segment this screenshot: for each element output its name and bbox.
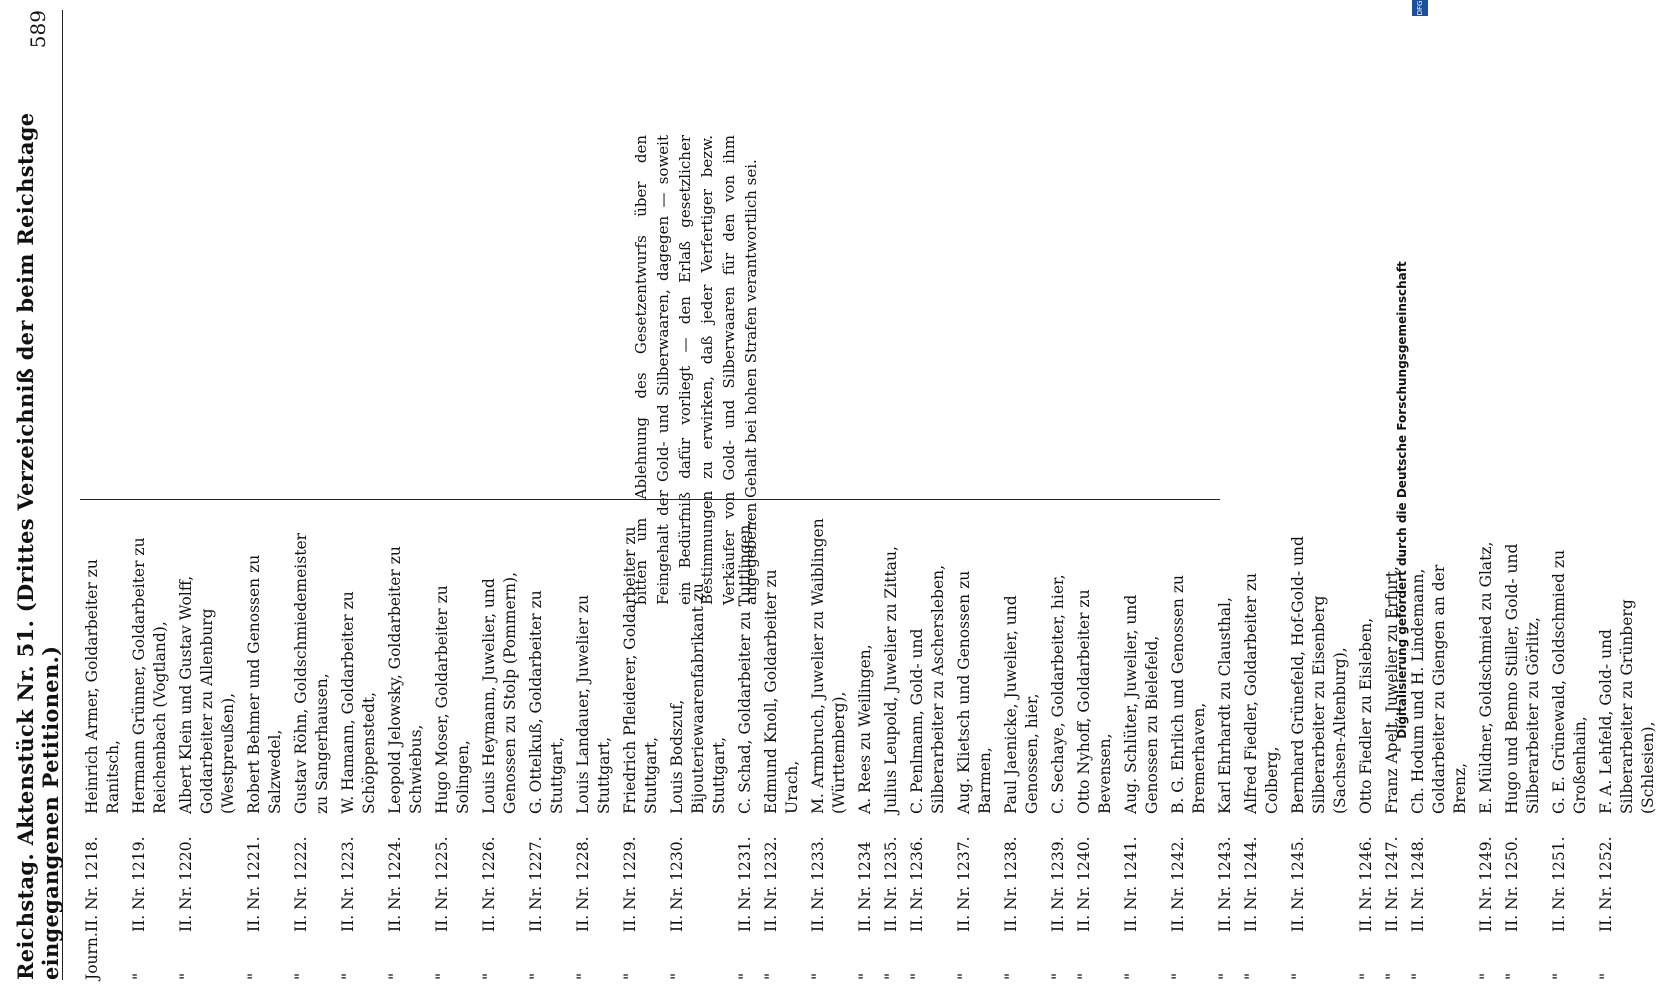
petition-number: Nr. 1222. bbox=[292, 836, 310, 910]
section-number: II. bbox=[736, 914, 754, 932]
list-item bbox=[1288, 420, 1351, 980]
journal-mark: " bbox=[621, 972, 639, 980]
petitioner-text: Louis Heymann, Juwelier, und Genossen zu Stolp (Pommern), bbox=[480, 571, 519, 814]
list-item bbox=[385, 420, 427, 980]
section-number: II. bbox=[339, 914, 357, 932]
section-number: II. bbox=[1216, 914, 1234, 932]
section-number: II. bbox=[1169, 914, 1187, 932]
section-number: II. bbox=[882, 914, 900, 932]
section-number: II. bbox=[1550, 914, 1568, 932]
section-number: II. bbox=[621, 914, 639, 932]
journal-mark: " bbox=[955, 972, 973, 980]
journal-mark: " bbox=[292, 972, 310, 980]
list-item bbox=[881, 420, 902, 980]
petitioner-text: B. G. Ehrlich und Genossen zu Bremerhaven, bbox=[1169, 575, 1208, 814]
section-number: II. bbox=[1383, 914, 1401, 932]
petitioner-text: Heinrich Armer, Goldarbeiter zu Ranitsch, bbox=[83, 559, 122, 814]
journal-mark: " bbox=[736, 972, 754, 980]
petition-number: Nr. 1231. bbox=[736, 836, 754, 910]
list-item bbox=[761, 420, 803, 980]
journal-mark: " bbox=[1409, 972, 1427, 980]
petition-number: Nr. 1225. bbox=[433, 836, 451, 910]
list-item bbox=[1168, 420, 1210, 980]
petitioner-text: Albert Klein und Gustav Wolff, Goldarbeiter zu Allenburg (Westpreußen), bbox=[177, 575, 237, 814]
petition-number: Nr. 1228. bbox=[574, 836, 592, 910]
petitioner-text: Karl Ehrhardt zu Clausthal, bbox=[1216, 597, 1234, 814]
section-number: II. bbox=[527, 914, 545, 932]
petition-number: Nr. 1250. bbox=[1503, 836, 1521, 910]
section-number: II. bbox=[1075, 914, 1093, 932]
section-number: II. bbox=[762, 914, 780, 932]
petition-number: Nr. 1239. bbox=[1049, 836, 1067, 910]
journal-mark: " bbox=[245, 972, 263, 980]
section-number: II. bbox=[433, 914, 451, 932]
petition-number: Nr. 1232. bbox=[762, 836, 780, 910]
petition-number: Nr. 1224. bbox=[386, 836, 404, 910]
petitioner-text: M. Armbruch, Juwelier zu Waiblingen (Württemberg), bbox=[809, 518, 848, 814]
petition-number: Nr. 1236. bbox=[908, 836, 926, 910]
journal-mark: " bbox=[433, 972, 451, 980]
list-item bbox=[808, 420, 850, 980]
section-number: II. bbox=[1357, 914, 1375, 932]
list-item bbox=[1408, 420, 1471, 980]
list-item bbox=[1121, 420, 1163, 980]
petitioner-text: G. Ottelkuß, Goldarbeiter zu Stuttgart, bbox=[527, 590, 566, 814]
petition-number: Nr. 1248. bbox=[1409, 836, 1427, 910]
journal-mark: " bbox=[130, 972, 148, 980]
list-item bbox=[526, 420, 568, 980]
journal-mark: " bbox=[1002, 972, 1020, 980]
petitioner-text: Paul Jaenicke, Juwelier, und Genossen, hier, bbox=[1002, 595, 1041, 814]
list-item bbox=[1476, 420, 1497, 980]
petition-number: Nr. 1235. bbox=[882, 836, 900, 910]
journal-mark: " bbox=[1550, 972, 1568, 980]
journal-mark: " bbox=[1357, 972, 1375, 980]
petitioner-text: E. Müldner, Goldschmied zu Glatz, bbox=[1477, 541, 1495, 814]
journal-mark: " bbox=[1242, 972, 1260, 980]
journal-mark: " bbox=[1216, 972, 1234, 980]
list-item bbox=[855, 420, 876, 980]
petition-number: Nr. 1227. bbox=[527, 836, 545, 910]
list-item bbox=[1241, 420, 1283, 980]
section-number: II. bbox=[809, 914, 827, 932]
list-item bbox=[1215, 420, 1236, 980]
journal-mark: " bbox=[527, 972, 545, 980]
journal-mark: " bbox=[908, 972, 926, 980]
petitioner-text: Hugo und Benno Stiller, Gold- und Silberarbeiter zu Görlitz, bbox=[1503, 543, 1542, 814]
petitioner-text: Aug. Klietsch und Genossen zu Barmen, bbox=[955, 570, 994, 814]
petition-number: Nr. 1230. bbox=[668, 836, 686, 910]
section-number: II. bbox=[908, 914, 926, 932]
list-item bbox=[573, 420, 615, 980]
petition-number: Nr. 1219. bbox=[130, 836, 148, 910]
list-item bbox=[82, 420, 124, 980]
section-number: II. bbox=[177, 914, 195, 932]
petition-number: Nr. 1245. bbox=[1289, 836, 1307, 910]
petition-number: Nr. 1238. bbox=[1002, 836, 1020, 910]
list-item bbox=[479, 420, 521, 980]
journal-mark: " bbox=[386, 972, 404, 980]
petitioner-text: Leopold Jelowsky, Goldarbeiter zu Schwiebus, bbox=[386, 546, 425, 814]
petition-number: Nr. 1241. bbox=[1122, 836, 1140, 910]
petitioner-text: Franz Apelt, Juwelier zu Erfurt, bbox=[1383, 566, 1401, 814]
petition-number: Nr. 1221. bbox=[245, 836, 263, 910]
section-number: II. bbox=[1503, 914, 1521, 932]
petition-number: Nr. 1252. bbox=[1597, 836, 1615, 910]
petition-list bbox=[82, 420, 1664, 980]
journal-mark: " bbox=[1503, 972, 1521, 980]
petitioner-text: Hugo Moser, Goldarbeiter zu Solingen, bbox=[433, 585, 472, 814]
section-number: II. bbox=[668, 914, 686, 932]
journal-mark: " bbox=[1597, 972, 1615, 980]
journal-mark: " bbox=[339, 972, 357, 980]
petition-number: Nr. 1247. bbox=[1383, 836, 1401, 910]
petition-number: Nr. 1218. bbox=[83, 836, 101, 910]
petition-number: Nr. 1233. bbox=[809, 836, 827, 910]
section-number: II. bbox=[1597, 914, 1615, 932]
journal-mark: " bbox=[809, 972, 827, 980]
petition-number: Nr. 1229. bbox=[621, 836, 639, 910]
petitioner-text: Aug. Schlüter, Juwelier, und Genossen zu Bielefeld, bbox=[1122, 594, 1161, 814]
petitioner-text: G. E. Grünewald, Goldschmied zu Großenhain, bbox=[1550, 549, 1589, 814]
petition-number: Nr. 1246. bbox=[1357, 836, 1375, 910]
list-item bbox=[1356, 420, 1377, 980]
petitioner-text: F. A. Lehfeld, Gold- und Silberarbeiter zu Grünberg (Schlesien), bbox=[1597, 599, 1657, 814]
petition-number: Nr. 1220. bbox=[177, 836, 195, 910]
page-title: Reichstag. Aktenstück Nr. 51. (Drittes Verzeichniß der beim Reichstage eingegangenen Petitionen.) bbox=[13, 112, 63, 980]
journal-mark: " bbox=[1477, 972, 1495, 980]
section-number: II. bbox=[1122, 914, 1140, 932]
petitioner-text: Otto Fiedler zu Eisleben, bbox=[1357, 617, 1375, 814]
petitioner-text: C. Sechaye, Goldarbeiter, hier, bbox=[1049, 574, 1067, 814]
section-number: II. bbox=[1049, 914, 1067, 932]
journal-mark: Journ. bbox=[83, 932, 101, 980]
petition-number: Nr. 1237. bbox=[955, 836, 973, 910]
petition-number: Nr. 1244. bbox=[1242, 836, 1260, 910]
journal-mark: " bbox=[1169, 972, 1187, 980]
petitioner-text: Bernhard Grünefeld, Hof-Gold- und Silberarbeiter zu Eisenberg (Sachsen-Altenburg), bbox=[1289, 536, 1349, 814]
petitioner-text: C. Schad, Goldarbeiter zu Tuttlingen, bbox=[736, 519, 754, 814]
petition-request-text: bitten um Ablehnung des Gesetzentwurfs über den Feingehalt der Gold- und Silberwaaren, dagegen — soweit ein Bedürfniß dafür vorliegt — den Erlaß gesetzlicher Bestimmungen zu erwirken, daß jeder Verfertiger bezw. Verkäufer von Gold- und Silberwaaren für den von ihm angegebenen Gehalt bei hohen Strafen verantwortlich sei. bbox=[632, 135, 760, 605]
list-item bbox=[244, 420, 286, 980]
section-number: II. bbox=[292, 914, 310, 932]
list-item bbox=[1502, 420, 1544, 980]
list-item bbox=[1074, 420, 1116, 980]
section-number: II. bbox=[1409, 914, 1427, 932]
petition-number: Nr. 1243. bbox=[1216, 836, 1234, 910]
list-item bbox=[1549, 420, 1591, 980]
petition-number: Nr. 1234 bbox=[856, 841, 874, 910]
journal-mark: " bbox=[1383, 972, 1401, 980]
page-header bbox=[13, 10, 63, 980]
petition-number: Nr. 1251. bbox=[1550, 836, 1568, 910]
section-number: II. bbox=[83, 914, 101, 932]
section-number: II. bbox=[1242, 914, 1260, 932]
petitioner-text: Louis Bodszuf, Bijouteriewaarenfabrikant zu Stuttgart, bbox=[668, 583, 728, 814]
list-item bbox=[907, 420, 949, 980]
list-item bbox=[432, 420, 474, 980]
list-item bbox=[1048, 420, 1069, 980]
petition-number: Nr. 1240. bbox=[1075, 836, 1093, 910]
petition-number: Nr. 1242. bbox=[1169, 836, 1187, 910]
petitioner-text: Louis Landauer, Juwelier zu Stuttgart, bbox=[574, 594, 613, 814]
journal-mark: " bbox=[762, 972, 780, 980]
section-number: II. bbox=[1002, 914, 1020, 932]
journal-mark: " bbox=[668, 972, 686, 980]
petitioner-text: Julius Leupold, Juwelier zu Zittau, bbox=[882, 546, 900, 814]
list-item bbox=[338, 420, 380, 980]
petitioner-text: Gustav Röhn, Goldschmiedemeister zu Sangerhausen, bbox=[292, 532, 331, 814]
list-item bbox=[129, 420, 171, 980]
journal-mark: " bbox=[1122, 972, 1140, 980]
petitioner-text: Robert Behmer und Genossen zu Salzwedel, bbox=[245, 554, 284, 814]
digitization-credit: Digitalisierung gefördert durch die Deutsche Forschungsgemeinschaft bbox=[1395, 261, 1409, 739]
list-item bbox=[954, 420, 996, 980]
section-number: II. bbox=[130, 914, 148, 932]
petitioner-text: Edmund Knoll, Goldarbeiter zu Urach, bbox=[762, 569, 801, 814]
journal-mark: " bbox=[1289, 972, 1307, 980]
petition-number: Nr. 1226. bbox=[480, 836, 498, 910]
journal-mark: " bbox=[480, 972, 498, 980]
journal-mark: " bbox=[882, 972, 900, 980]
petitioner-text: Hermann Grünner, Goldarbeiter zu Reichenbach (Vogtland), bbox=[130, 537, 169, 814]
journal-mark: " bbox=[1075, 972, 1093, 980]
petitioner-text: Ch. Hodum und H. Lindemann, Goldarbeiter zu Giengen an der Brenz, bbox=[1409, 564, 1469, 814]
journal-mark: " bbox=[574, 972, 592, 980]
section-number: II. bbox=[245, 914, 263, 932]
section-number: II. bbox=[386, 914, 404, 932]
list-item bbox=[1001, 420, 1043, 980]
petition-number: Nr. 1249. bbox=[1477, 836, 1495, 910]
section-number: II. bbox=[480, 914, 498, 932]
journal-mark: " bbox=[1049, 972, 1067, 980]
petitioner-text: A. Rees zu Weilingen, bbox=[856, 644, 874, 814]
journal-mark: " bbox=[177, 972, 195, 980]
petitioner-text: Friedrich Pfleiderer, Goldarbeiter zu Stuttgart, bbox=[621, 526, 660, 814]
page-number: 589 bbox=[26, 10, 50, 49]
section-number: II. bbox=[1477, 914, 1495, 932]
petitioner-text: Alfred Fiedler, Goldarbeiter zu Colberg, bbox=[1242, 573, 1281, 814]
list-item bbox=[291, 420, 333, 980]
list-item bbox=[1596, 420, 1659, 980]
petitioner-text: W. Hamann, Goldarbeiter zu Schöppenstedt, bbox=[339, 591, 378, 814]
petitioner-text: C. Penlmann, Gold- und Silberarbeiter zu Aschersleben, bbox=[908, 564, 947, 814]
section-number: II. bbox=[955, 914, 973, 932]
list-item bbox=[176, 420, 239, 980]
section-number: II. bbox=[574, 914, 592, 932]
section-number: II. bbox=[856, 914, 874, 932]
section-number: II. bbox=[1289, 914, 1307, 932]
petitioner-text: Otto Nyhoff, Goldarbeiter zu Bevensen, bbox=[1075, 589, 1114, 814]
petition-number: Nr. 1223. bbox=[339, 836, 357, 910]
dfg-logo: DFG bbox=[1412, 0, 1428, 16]
journal-mark: " bbox=[856, 972, 874, 980]
